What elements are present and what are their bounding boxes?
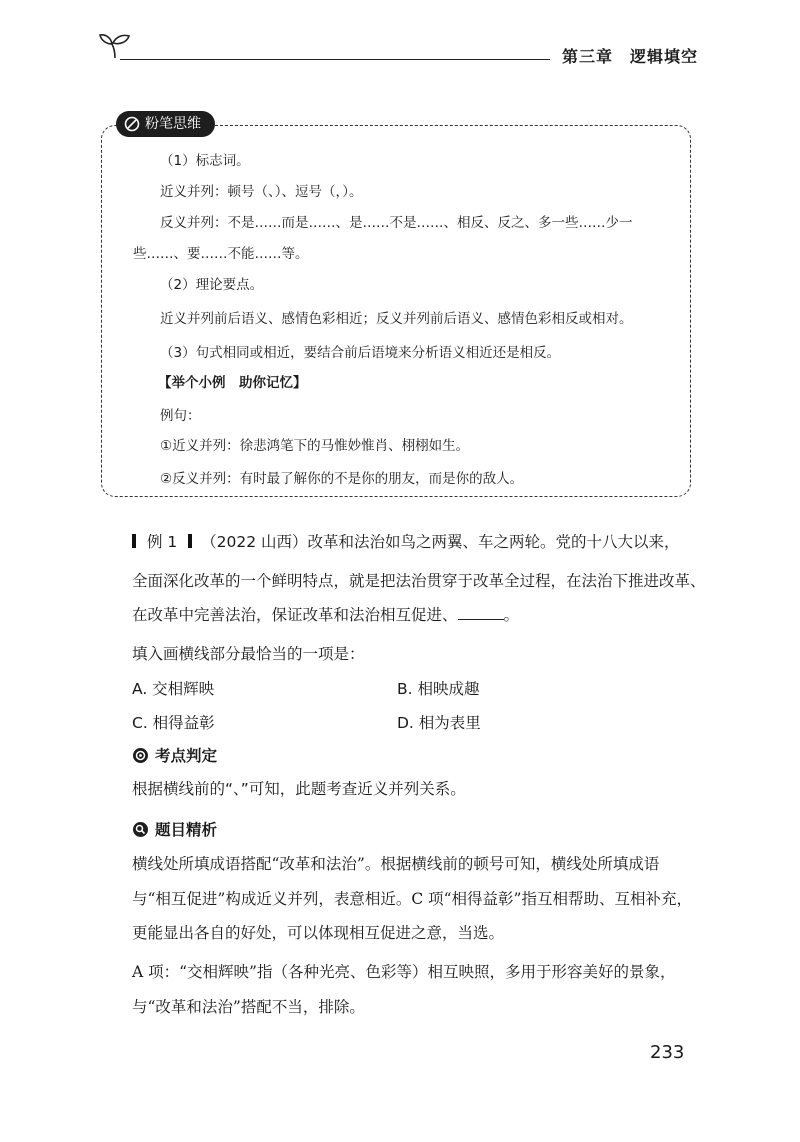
tip-line: 些……、要……不能……等。	[133, 246, 309, 262]
analysis-line: 更能显出各自的好处，可以体现相互促进之意，当选。	[132, 924, 505, 942]
analysis-line: 横线处所填成语搭配“改革和法治”。根据横线前的顿号可知，横线处所填成语	[132, 855, 660, 873]
jingxi-heading	[132, 818, 217, 840]
tip-line: 反义并列：不是……而是……、是……不是……、相反、反之、多一些……少一	[160, 215, 633, 231]
label-bar-right	[188, 534, 192, 548]
example-question-line	[132, 530, 680, 552]
jingxi-title: 题目精析	[155, 821, 218, 839]
kaodian-title: 考点判定	[155, 747, 218, 765]
target-icon	[132, 747, 149, 764]
analysis-line: A 项：“交相辉映”指（各种光亮、色彩等）相互映照，多用于形容美好的景象，	[132, 963, 676, 981]
chapter-title: 第三章 逻辑填空	[562, 47, 699, 66]
page-number: 233	[650, 1042, 685, 1063]
chalk-icon	[124, 116, 140, 132]
tip-line: 【举个小例 助你记忆】	[158, 375, 307, 391]
option-b: B. 相映成趣	[397, 680, 480, 698]
example-text: 在改革中完善法治，保证改革和法治相互促进、	[132, 606, 458, 624]
example-text-line: 全面深化改革的一个鲜明特点，就是把法治贯穿于改革全过程，在法治下推进改革、	[132, 572, 706, 590]
tip-line: （2）理论要点。	[160, 277, 264, 293]
answer-blank	[458, 605, 504, 620]
kaodian-text: 根据横线前的“、”可知，此题考查近义并列关系。	[132, 780, 466, 798]
question-prompt: 填入画横线部分最恰当的一项是：	[132, 645, 365, 663]
tip-line: 例句：	[160, 408, 201, 424]
example-text: 。	[503, 606, 520, 624]
example-text-line	[132, 603, 519, 625]
tip-line: 近义并列：顿号（、）、逗号（，）。	[160, 184, 363, 200]
tip-line: ②反义并列：有时最了解你的不是你的朋友，而是你的敌人。	[160, 471, 524, 487]
tip-title: 粉笔思维	[145, 116, 201, 132]
analysis-line: 与“改革和法治”搭配不当，排除。	[132, 998, 365, 1016]
label-bar-left	[132, 534, 136, 548]
kaodian-heading	[132, 744, 217, 766]
option-d: D. 相为表里	[397, 714, 481, 732]
header-rule	[120, 59, 550, 60]
option-c: C. 相得益彰	[132, 714, 215, 732]
tip-line: （3）句式相同或相近，要结合前后语境来分析语义相近还是相反。	[160, 345, 561, 361]
tip-line: 近义并列前后语义、感情色彩相近；反义并列前后语义、感情色彩相反或相对。	[160, 311, 633, 327]
tip-line: ①近义并列：徐悲鸿笔下的马惟妙惟肖、栩栩如生。	[160, 438, 470, 454]
magnifier-icon	[132, 821, 149, 838]
sprout-icon	[98, 30, 132, 60]
tip-badge	[116, 111, 215, 137]
example-text: （2022 山西）改革和法治如鸟之两翼、车之两轮。党的十八大以来，	[201, 533, 680, 551]
example-label: 例 1	[146, 533, 178, 551]
analysis-line: 与“相互促进”构成近义并列，表意相近。C 项“相得益彰”指互相帮助、互相补充，	[132, 890, 692, 908]
tip-line: （1）标志词。	[160, 153, 250, 169]
option-a: A. 交相辉映	[132, 680, 215, 698]
